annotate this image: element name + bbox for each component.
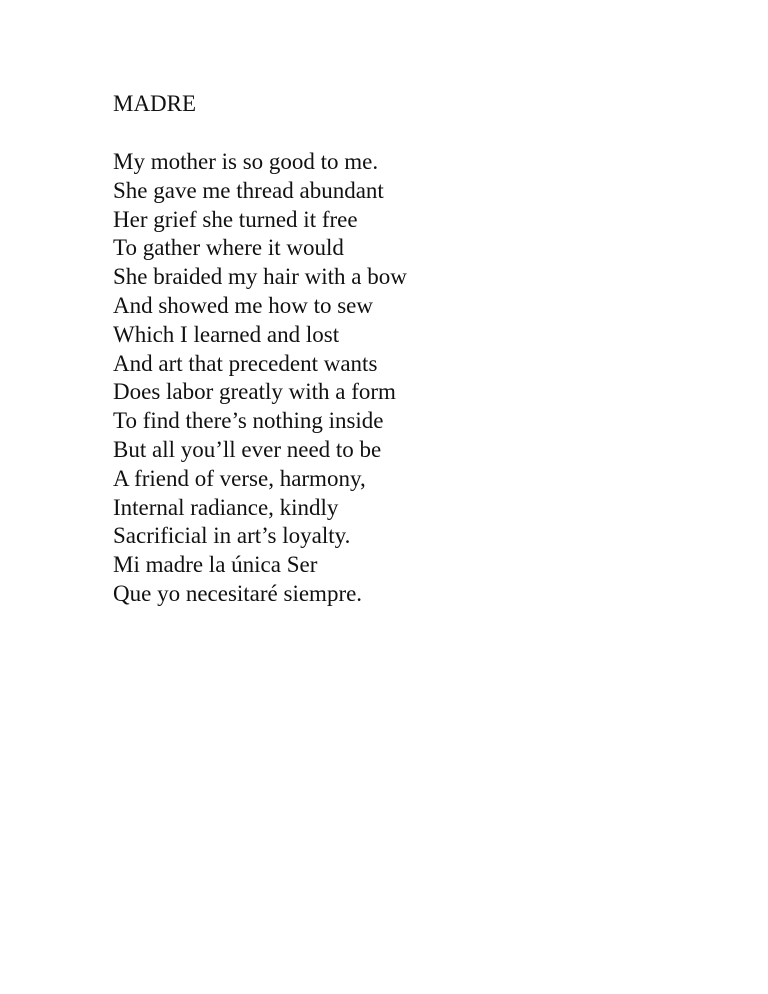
poem-line: She gave me thread abundant <box>113 177 384 203</box>
poem-line: Sacrificial in art’s loyalty. <box>113 523 351 549</box>
poem-line: But all you’ll ever need to be <box>113 436 382 462</box>
poem-line: To find there’s nothing inside <box>113 408 384 434</box>
poem-title: MADRE <box>113 91 197 116</box>
poem-line: Does labor greatly with a form <box>113 379 396 405</box>
poem-line: Mi madre la única Ser <box>113 552 318 578</box>
poem-line: And art that precedent wants <box>113 350 378 376</box>
poem-line: Internal radiance, kindly <box>113 494 339 520</box>
poem-line: Which I learned and lost <box>113 321 340 347</box>
poem-line: To gather where it would <box>113 235 344 261</box>
poem-line: Her grief she turned it free <box>113 206 358 232</box>
poem-line: She braided my hair with a bow <box>113 264 407 290</box>
poem-line: And showed me how to sew <box>113 292 373 318</box>
poem-line: Que yo necesitaré siempre. <box>113 580 363 606</box>
poem-body <box>113 148 407 609</box>
poem <box>113 89 407 609</box>
poem-line: A friend of verse, harmony, <box>113 465 366 491</box>
poem-line: My mother is so good to me. <box>113 149 379 174</box>
